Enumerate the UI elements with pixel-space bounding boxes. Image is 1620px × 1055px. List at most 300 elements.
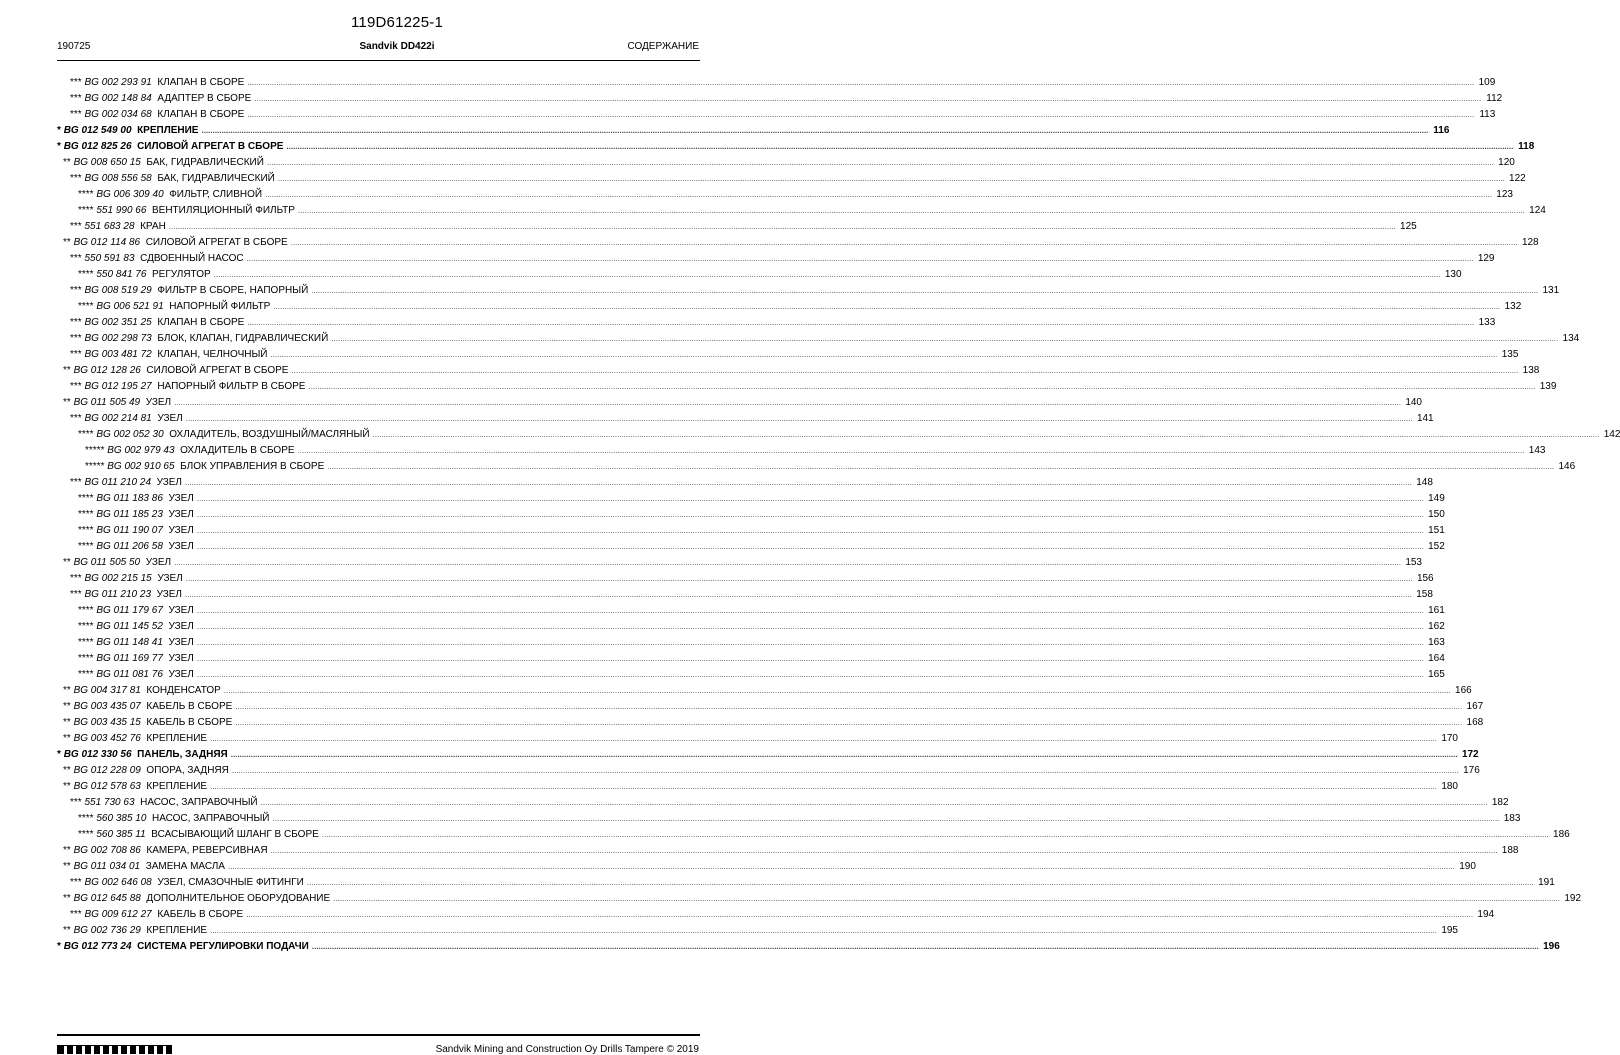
- toc-part-number: BG 011 179 67: [96, 605, 163, 616]
- toc-entry[interactable]: [57, 603, 1445, 619]
- toc-entry-label: [63, 155, 264, 171]
- toc-page-number: 176: [1463, 765, 1480, 776]
- header-divider: [57, 60, 700, 61]
- toc-level-marker: *: [57, 749, 61, 760]
- toc-dot-leader: [271, 843, 1498, 859]
- toc-page-number: 161: [1428, 605, 1445, 616]
- toc-entry[interactable]: [57, 923, 1458, 939]
- toc-level-marker: ***: [70, 589, 82, 600]
- toc-part-number: BG 011 034 01: [73, 861, 141, 872]
- toc-entry-label: [57, 747, 228, 763]
- toc-page-number: 180: [1441, 781, 1458, 792]
- toc-part-number: BG 002 215 15: [84, 573, 152, 584]
- toc-entry[interactable]: [57, 427, 1620, 443]
- toc-level-marker: **: [63, 701, 71, 712]
- toc-entry-title: УЗЕЛ: [145, 397, 172, 408]
- toc-entry[interactable]: [57, 75, 1496, 91]
- toc-dot-leader: [254, 91, 1481, 107]
- toc-entry-label: [63, 715, 232, 731]
- toc-part-number: BG 012 549 00: [63, 125, 132, 136]
- toc-entry-title: УЗЕЛ: [168, 509, 194, 520]
- toc-entry-title: УЗЕЛ: [145, 557, 172, 568]
- section-title: СОДЕРЖАНИЕ: [627, 41, 699, 52]
- toc-entry[interactable]: [57, 139, 1535, 155]
- toc-dot-leader: [247, 75, 1474, 91]
- toc-entry-label: [70, 875, 304, 891]
- toc-entry-label: [78, 299, 270, 315]
- toc-entry-title: КЛАПАН В СБОРЕ: [157, 109, 245, 120]
- toc-dot-leader: [231, 747, 1458, 763]
- toc-part-number: BG 009 612 27: [84, 909, 152, 920]
- toc-part-number: BG 012 195 27: [84, 381, 152, 392]
- toc-entry[interactable]: [57, 827, 1570, 843]
- toc-level-marker: **: [63, 893, 71, 904]
- toc-entry[interactable]: [57, 203, 1546, 219]
- toc-part-number: BG 003 435 15: [73, 717, 141, 728]
- toc-entry[interactable]: [57, 411, 1434, 427]
- toc-level-marker: **: [63, 557, 71, 568]
- toc-dot-leader: [174, 555, 1401, 571]
- toc-level-marker: **: [63, 861, 71, 872]
- toc-entry[interactable]: [57, 699, 1484, 715]
- toc-page-number: 153: [1405, 557, 1422, 568]
- toc-entry-title: АДАПТЕР В СБОРЕ: [157, 93, 252, 104]
- toc-dot-leader: [333, 891, 1560, 907]
- toc-page-number: 150: [1428, 509, 1445, 520]
- toc-entry[interactable]: [57, 587, 1433, 603]
- toc-entry[interactable]: [57, 731, 1458, 747]
- toc-page-number: 172: [1461, 749, 1479, 760]
- toc-page-number: 140: [1405, 397, 1422, 408]
- toc-level-marker: **: [63, 765, 71, 776]
- toc-part-number: 550 591 83: [84, 253, 135, 264]
- toc-page-number: 122: [1509, 173, 1526, 184]
- toc-part-number: BG 002 298 73: [84, 333, 152, 344]
- toc-level-marker: ****: [78, 813, 94, 824]
- toc-dot-leader: [265, 187, 1492, 203]
- toc-entry[interactable]: [57, 491, 1445, 507]
- toc-dot-leader: [210, 779, 1437, 795]
- toc-dot-leader: [228, 859, 1455, 875]
- toc-page-number: 109: [1478, 77, 1496, 88]
- toc-level-marker: ***: [70, 253, 82, 264]
- toc-entry-label: [78, 619, 194, 635]
- toc-entry-label: [70, 795, 258, 811]
- toc-level-marker: ****: [78, 621, 94, 632]
- toc-level-marker: ***: [70, 909, 82, 920]
- toc-entry-title: СИЛОВОЙ АГРЕГАТ В СБОРЕ: [146, 365, 289, 376]
- toc-entry[interactable]: [57, 667, 1445, 683]
- toc-entry-label: [85, 443, 295, 459]
- toc-part-number: BG 012 578 63: [73, 781, 141, 792]
- toc-page-number: 139: [1539, 381, 1557, 392]
- toc-page-number: 156: [1416, 573, 1434, 584]
- toc-entry[interactable]: [57, 907, 1495, 923]
- toc-entry[interactable]: [57, 555, 1422, 571]
- toc-page-number: 120: [1498, 157, 1515, 168]
- toc-entry[interactable]: [57, 443, 1546, 459]
- toc-level-marker: **: [63, 237, 71, 248]
- toc-entry-title: НАПОРНЫЙ ФИЛЬТР В СБОРЕ: [157, 381, 306, 392]
- toc-entry-title: КЛАПАН, ЧЕЛНОЧНЫЙ: [157, 349, 268, 360]
- toc-entry-title: БЛОК, КЛАПАН, ГИДРАВЛИЧЕСКИЙ: [157, 333, 329, 344]
- toc-entry[interactable]: [57, 475, 1433, 491]
- toc-level-marker: **: [63, 733, 71, 744]
- toc-entry-title: БЛОК УПРАВЛЕНИЯ В СБОРЕ: [180, 461, 325, 472]
- toc-part-number: BG 002 708 86: [73, 845, 141, 856]
- toc-entry[interactable]: [57, 763, 1480, 779]
- toc-dot-leader: [232, 763, 1459, 779]
- toc-level-marker: ***: [70, 349, 82, 360]
- toc-entry-title: КРАН: [140, 221, 166, 232]
- toc-entry[interactable]: [57, 235, 1539, 251]
- toc-entry-title: УЗЕЛ: [157, 573, 183, 584]
- toc-entry-label: [70, 219, 166, 235]
- toc-entry-label: [57, 139, 283, 155]
- toc-entry-title: КЛАПАН В СБОРЕ: [157, 317, 245, 328]
- toc-entry[interactable]: [57, 811, 1521, 827]
- toc-dot-leader: [197, 507, 1424, 523]
- toc-entry[interactable]: [57, 875, 1555, 891]
- toc-part-number: 550 841 76: [96, 269, 147, 280]
- toc-level-marker: **: [63, 365, 71, 376]
- toc-entry-label: [78, 827, 319, 843]
- toc-entry-title: СДВОЕННЫЙ НАСОС: [140, 253, 244, 264]
- toc-dot-leader: [247, 315, 1474, 331]
- toc-entry-title: БАК, ГИДРАВЛИЧЕСКИЙ: [146, 157, 264, 168]
- copyright-text: Sandvik Mining and Construction Oy Drills Tampere © 2019: [435, 1044, 699, 1055]
- toc-page-number: 170: [1441, 733, 1458, 744]
- toc-entry-title: КАМЕРА, РЕВЕРСИВНАЯ: [146, 845, 268, 856]
- toc-entry-title: ВСАСЫВАЮЩИЙ ШЛАНГ В СБОРЕ: [151, 829, 319, 840]
- toc-entry-label: [63, 363, 288, 379]
- toc-entry-title: КРЕПЛЕНИЕ: [137, 125, 199, 136]
- toc-level-marker: ****: [78, 637, 94, 648]
- toc-level-marker: **: [63, 685, 71, 696]
- toc-part-number: BG 012 773 24: [63, 941, 132, 952]
- toc-entry-label: [63, 683, 221, 699]
- toc-level-marker: ***: [70, 477, 82, 488]
- toc-part-number: BG 011 169 77: [96, 653, 163, 664]
- toc-dot-leader: [267, 155, 1494, 171]
- toc-dot-leader: [185, 587, 1412, 603]
- toc-entry-title: СИЛОВОЙ АГРЕГАТ В СБОРЕ: [137, 141, 284, 152]
- toc-dot-leader: [373, 427, 1600, 443]
- toc-page-number: 141: [1416, 413, 1434, 424]
- toc-entry-title: БАК, ГИДРАВЛИЧЕСКИЙ: [157, 173, 275, 184]
- toc-page-number: 143: [1528, 445, 1546, 456]
- toc-entry[interactable]: [57, 171, 1526, 187]
- toc-level-marker: *: [57, 141, 61, 152]
- toc-page-number: 129: [1477, 253, 1495, 264]
- toc-dot-leader: [271, 347, 1498, 363]
- toc-entry-title: ДОПОЛНИТЕЛЬНОЕ ОБОРУДОВАНИЕ: [146, 893, 331, 904]
- toc-level-marker: **: [63, 717, 71, 728]
- toc-dot-leader: [261, 795, 1488, 811]
- toc-part-number: BG 011 210 24: [84, 477, 152, 488]
- toc-dot-leader: [210, 923, 1437, 939]
- toc-part-number: 560 385 10: [96, 813, 147, 824]
- toc-part-number: BG 012 825 26: [63, 141, 132, 152]
- toc-dot-leader: [246, 907, 1473, 923]
- toc-entry-title: НАСОС, ЗАПРАВОЧНЫЙ: [151, 813, 270, 824]
- toc-entry-label: [70, 75, 244, 91]
- toc-part-number: BG 002 034 68: [84, 109, 152, 120]
- toc-page-number: 165: [1428, 669, 1445, 680]
- toc-page-number: 152: [1428, 541, 1445, 552]
- toc-dot-leader: [210, 731, 1437, 747]
- toc-dot-leader: [327, 459, 1554, 475]
- toc-level-marker: ***: [70, 109, 82, 120]
- toc-entry[interactable]: [57, 283, 1560, 299]
- toc-level-marker: **: [63, 397, 71, 408]
- toc-entry-label: [70, 331, 328, 347]
- toc-entry[interactable]: [57, 747, 1479, 763]
- toc-page-number: 168: [1466, 717, 1484, 728]
- toc-page-number: 112: [1486, 93, 1503, 104]
- toc-level-marker: ***: [70, 797, 82, 808]
- toc-dot-leader: [286, 139, 1513, 155]
- toc-page-number: 138: [1522, 365, 1540, 376]
- brand-logo: [57, 1045, 172, 1054]
- toc-part-number: BG 002 293 91: [84, 77, 152, 88]
- toc-entry[interactable]: [57, 187, 1513, 203]
- toc-level-marker: **: [63, 157, 71, 168]
- toc-dot-leader: [224, 683, 1451, 699]
- toc-level-marker: ***: [70, 93, 82, 104]
- toc-entry-label: [57, 123, 198, 139]
- machine-model: Sandvik DD422i: [359, 41, 435, 52]
- toc-entry[interactable]: [57, 379, 1557, 395]
- toc-entry-title: КАБЕЛЬ В СБОРЕ: [146, 717, 233, 728]
- toc-entry-label: [63, 843, 268, 859]
- toc-entry-label: [78, 427, 370, 443]
- toc-entry-title: СИЛОВОЙ АГРЕГАТ В СБОРЕ: [145, 237, 288, 248]
- toc-entry[interactable]: [57, 395, 1422, 411]
- toc-dot-leader: [273, 811, 1500, 827]
- toc-entry-label: [70, 91, 251, 107]
- toc-page-number: 188: [1501, 845, 1519, 856]
- toc-page-number: 131: [1542, 285, 1560, 296]
- toc-entry[interactable]: [57, 155, 1515, 171]
- toc-entry[interactable]: [57, 219, 1417, 235]
- toc-page-number: 191: [1538, 877, 1555, 888]
- toc-page-number: 135: [1501, 349, 1519, 360]
- toc-page-number: 148: [1416, 477, 1433, 488]
- toc-dot-leader: [186, 571, 1413, 587]
- toc-level-marker: *: [57, 941, 61, 952]
- toc-part-number: BG 012 330 56: [63, 749, 132, 760]
- toc-part-number: 551 683 28: [84, 221, 135, 232]
- toc-entry-label: [70, 571, 183, 587]
- toc-level-marker: **: [63, 925, 71, 936]
- toc-entry[interactable]: [57, 523, 1445, 539]
- toc-dot-leader: [307, 875, 1534, 891]
- toc-entry-title: УЗЕЛ: [156, 589, 182, 600]
- toc-level-marker: ****: [78, 669, 94, 680]
- toc-part-number: BG 008 519 29: [84, 285, 152, 296]
- toc-entry-title: ФИЛЬТР В СБОРЕ, НАПОРНЫЙ: [157, 285, 309, 296]
- toc-entry[interactable]: [57, 459, 1576, 475]
- toc-entry[interactable]: [57, 107, 1496, 123]
- toc-page-number: 182: [1491, 797, 1509, 808]
- toc-part-number: BG 002 052 30: [96, 429, 164, 440]
- toc-entry[interactable]: [57, 363, 1540, 379]
- toc-entry[interactable]: [57, 683, 1472, 699]
- toc-level-marker: ***: [70, 381, 82, 392]
- toc-entry[interactable]: [57, 331, 1580, 347]
- toc-entry-title: КОНДЕНСАТОР: [146, 685, 221, 696]
- toc-entry-label: [70, 475, 182, 491]
- toc-part-number: BG 012 128 26: [73, 365, 141, 376]
- toc-page-number: 133: [1478, 317, 1496, 328]
- toc-entry-title: УЗЕЛ: [168, 493, 194, 504]
- toc-part-number: BG 003 435 07: [73, 701, 141, 712]
- toc-entry[interactable]: [57, 715, 1484, 731]
- toc-entry-label: [70, 251, 244, 267]
- toc-part-number: 560 385 11: [96, 829, 146, 840]
- toc-entry-title: НАПОРНЫЙ ФИЛЬТР: [169, 301, 271, 312]
- toc-entry[interactable]: [57, 571, 1434, 587]
- toc-entry[interactable]: [57, 315, 1496, 331]
- toc-entry-title: УЗЕЛ: [168, 541, 194, 552]
- toc-entry-title: ОХЛАДИТЕЛЬ, ВОЗДУШНЫЙ/МАСЛЯНЫЙ: [169, 429, 370, 440]
- toc-entry-title: УЗЕЛ: [168, 637, 194, 648]
- toc-entry-label: [78, 635, 194, 651]
- toc-dot-leader: [197, 667, 1424, 683]
- toc-entry[interactable]: [57, 251, 1495, 267]
- toc-part-number: BG 011 206 58: [96, 541, 163, 552]
- toc-entry-title: УЗЕЛ: [168, 621, 194, 632]
- toc-level-marker: ****: [78, 525, 94, 536]
- toc-level-marker: ****: [78, 493, 94, 504]
- toc-page-number: 123: [1496, 189, 1513, 200]
- toc-page-number: 158: [1416, 589, 1433, 600]
- toc-entry-label: [70, 315, 244, 331]
- toc-entry-label: [78, 187, 262, 203]
- toc-page-number: 195: [1441, 925, 1458, 936]
- toc-entry-title: УЗЕЛ: [168, 605, 194, 616]
- toc-entry[interactable]: [57, 891, 1582, 907]
- toc-level-marker: *****: [85, 445, 105, 456]
- toc-part-number: BG 008 556 58: [84, 173, 152, 184]
- toc-entry-label: [63, 923, 207, 939]
- toc-page-number: 149: [1428, 493, 1445, 504]
- toc-entry[interactable]: [57, 507, 1445, 523]
- toc-dot-leader: [197, 539, 1424, 555]
- toc-entry-title: УЗЕЛ: [168, 653, 194, 664]
- toc-part-number: BG 012 645 88: [73, 893, 141, 904]
- toc-entry[interactable]: [57, 619, 1445, 635]
- toc-part-number: BG 002 910 65: [107, 461, 175, 472]
- toc-entry[interactable]: [57, 795, 1509, 811]
- toc-dot-leader: [185, 475, 1412, 491]
- toc-entry[interactable]: [57, 635, 1445, 651]
- toc-entry-label: [70, 171, 275, 187]
- toc-entry-label: [63, 779, 207, 795]
- toc-entry-label: [63, 859, 225, 875]
- toc-dot-leader: [235, 715, 1462, 731]
- toc-entry[interactable]: [57, 299, 1522, 315]
- toc-dot-leader: [273, 299, 1500, 315]
- toc-part-number: BG 002 736 29: [73, 925, 141, 936]
- toc-level-marker: ****: [78, 653, 94, 664]
- toc-part-number: 551 730 63: [84, 797, 135, 808]
- toc-page-number: 167: [1466, 701, 1484, 712]
- toc-part-number: BG 006 309 40: [96, 189, 164, 200]
- toc-entry-title: НАСОС, ЗАПРАВОЧНЫЙ: [140, 797, 258, 808]
- toc-entry[interactable]: [57, 539, 1445, 555]
- toc-entry-title: ПАНЕЛЬ, ЗАДНЯЯ: [137, 749, 228, 760]
- toc-dot-leader: [197, 603, 1424, 619]
- toc-entry[interactable]: [57, 779, 1458, 795]
- toc-entry[interactable]: [57, 859, 1476, 875]
- toc-page-number: 166: [1455, 685, 1472, 696]
- toc-part-number: BG 011 185 23: [96, 509, 163, 520]
- toc-entry-title: УЗЕЛ, СМАЗОЧНЫЕ ФИТИНГИ: [157, 877, 304, 888]
- toc-part-number: BG 012 114 86: [73, 237, 141, 248]
- toc-part-number: BG 002 979 43: [107, 445, 175, 456]
- toc-entry-title: КРЕПЛЕНИЕ: [146, 733, 208, 744]
- toc-page-number: 196: [1543, 941, 1560, 952]
- toc-entry-title: СИСТЕМА РЕГУЛИРОВКИ ПОДАЧИ: [137, 941, 309, 952]
- toc-entry[interactable]: [57, 939, 1560, 955]
- footer-divider: [57, 1034, 700, 1036]
- toc-entry[interactable]: [57, 843, 1519, 859]
- toc-level-marker: ***: [70, 77, 82, 88]
- toc-entry[interactable]: [57, 267, 1462, 283]
- toc-part-number: BG 011 183 86: [96, 493, 163, 504]
- toc-part-number: BG 002 646 08: [84, 877, 152, 888]
- toc-part-number: BG 011 190 07: [96, 525, 163, 536]
- toc-part-number: BG 002 148 84: [84, 93, 152, 104]
- toc-dot-leader: [291, 363, 1518, 379]
- toc-part-number: BG 004 317 81: [73, 685, 141, 696]
- toc-entry[interactable]: [57, 651, 1445, 667]
- toc-dot-leader: [308, 379, 1535, 395]
- toc-level-marker: ****: [78, 429, 94, 440]
- toc-entry[interactable]: [57, 123, 1450, 139]
- toc-level-marker: ***: [70, 413, 82, 424]
- toc-level-marker: ****: [78, 541, 94, 552]
- toc-entry-label: [63, 699, 232, 715]
- toc-page-number: 116: [1433, 125, 1450, 136]
- toc-dot-leader: [322, 827, 1549, 843]
- toc-entry-label: [70, 379, 305, 395]
- toc-page-number: 164: [1428, 653, 1445, 664]
- toc-level-marker: ***: [70, 317, 82, 328]
- toc-entry[interactable]: [57, 91, 1503, 107]
- toc-page-number: 113: [1479, 109, 1496, 120]
- toc-page-number: 142: [1603, 429, 1620, 440]
- toc-level-marker: ***: [70, 333, 82, 344]
- toc-entry-label: [63, 731, 207, 747]
- document-date: 190725: [57, 41, 91, 52]
- toc-dot-leader: [169, 219, 1396, 235]
- toc-entry-title: КРЕПЛЕНИЕ: [146, 925, 208, 936]
- toc-part-number: BG 002 214 81: [84, 413, 152, 424]
- toc-entry-label: [63, 235, 288, 251]
- toc-entry-label: [78, 267, 211, 283]
- toc-dot-leader: [298, 203, 1525, 219]
- toc-entry-label: [70, 347, 268, 363]
- toc-entry-label: [78, 523, 194, 539]
- toc-entry-label: [78, 811, 270, 827]
- toc-entry[interactable]: [57, 347, 1519, 363]
- toc-entry-title: РЕГУЛЯТОР: [151, 269, 211, 280]
- toc-level-marker: ***: [70, 573, 82, 584]
- toc-entry-label: [63, 891, 330, 907]
